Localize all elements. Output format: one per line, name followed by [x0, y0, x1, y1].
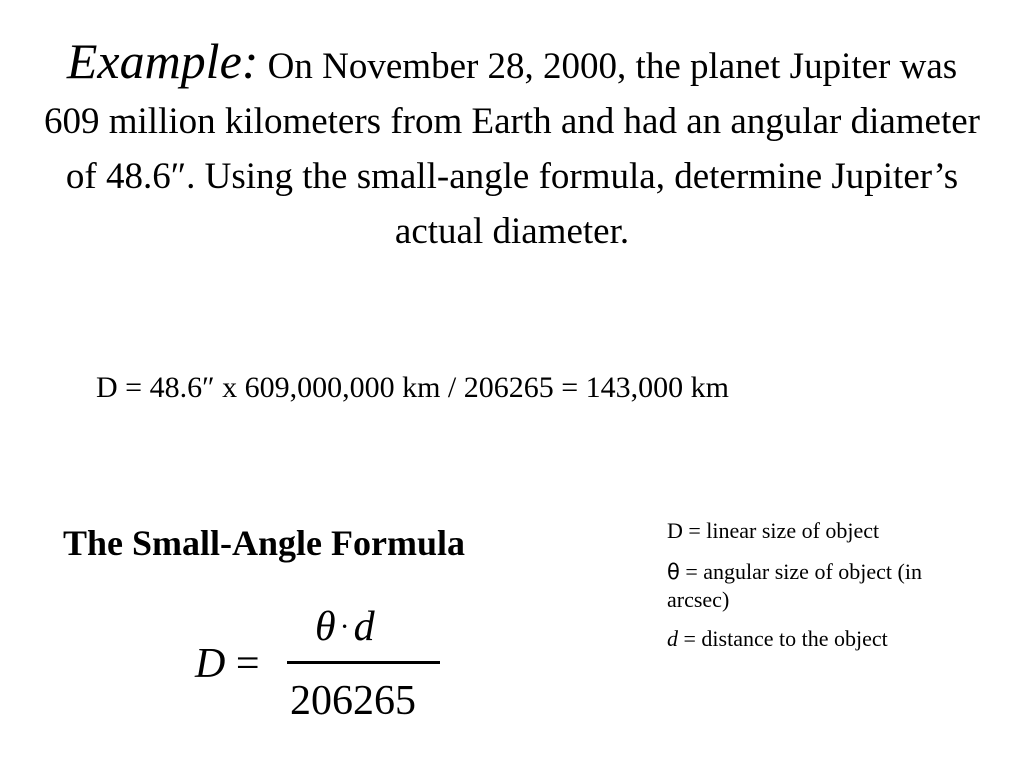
- example-text: On November 28, 2000, the planet Jupiter was 609 million kilometers from Earth and had an angular diameter of 48.6″. Using the small-angle formula, determine Jupiter’s actual diameter.: [43, 46, 981, 252]
- definition-linear-size: D = linear size of object: [667, 518, 880, 543]
- fraction-bar: [287, 661, 440, 664]
- formula-denominator: 206265: [290, 678, 416, 724]
- formula-lhs: D =: [195, 641, 260, 687]
- formula-title: The Small-Angle Formula: [63, 523, 465, 563]
- formula-numerator: θ ·d: [315, 604, 375, 650]
- distance-variable: d: [667, 626, 678, 651]
- example-label: Example:: [66, 33, 259, 89]
- small-angle-formula: [195, 603, 445, 723]
- definition-distance: d = distance to the object: [667, 626, 888, 651]
- solution-equation: D = 48.6″ x 609,000,000 km / 206265 = 143,000 km: [96, 371, 730, 404]
- definition-angular-size: θ = angular size of object (in arcsec): [667, 559, 922, 612]
- theta-symbol: θ: [667, 560, 680, 584]
- variable-definitions: [667, 517, 967, 666]
- example-problem: [40, 34, 984, 259]
